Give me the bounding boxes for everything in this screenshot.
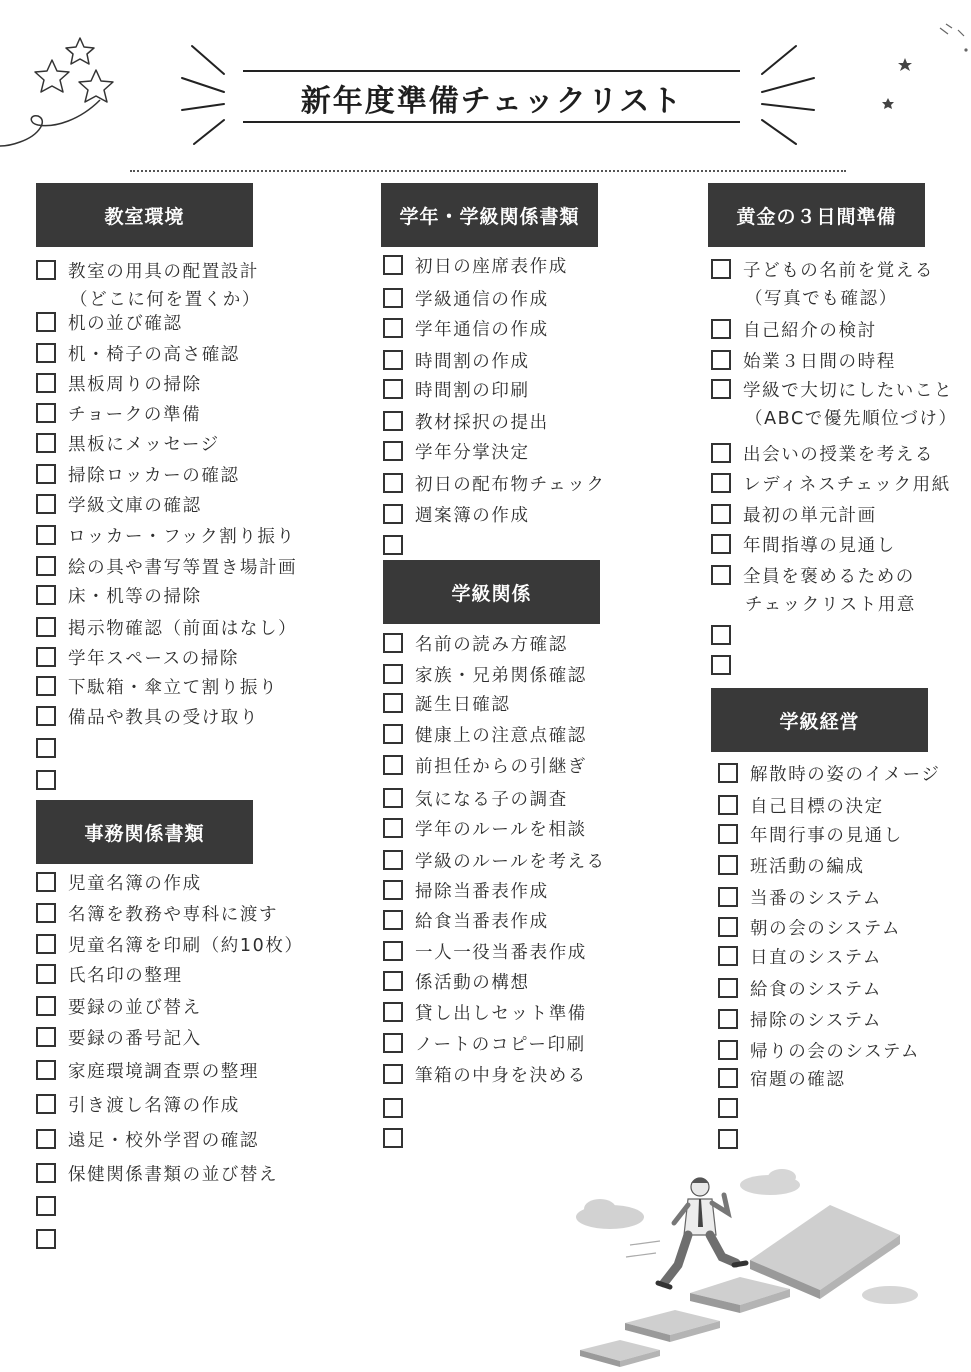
checklist-item-label: 日直のシステム — [750, 947, 882, 968]
checkbox[interactable] — [36, 903, 56, 923]
checklist-item[interactable] — [383, 471, 605, 495]
checklist-item-label: 宿題の確認 — [750, 1069, 846, 1090]
checklist-item-label: 掲示物確認（前面はなし） — [68, 618, 298, 639]
checklist-item[interactable] — [383, 1031, 586, 1055]
checklist-item-label: 給食当番表作成 — [415, 911, 549, 932]
checkbox[interactable] — [383, 535, 403, 555]
checkbox[interactable] — [718, 1068, 738, 1088]
checklist-item-label: 時間割の作成 — [415, 351, 530, 372]
checklist-item-label: 遠足・校外学習の確認 — [68, 1130, 259, 1151]
checkbox[interactable] — [718, 1009, 738, 1029]
checklist-item[interactable] — [711, 502, 877, 526]
checklist-item-label: 一人一役当番表作成 — [415, 942, 587, 963]
checkbox[interactable] — [36, 1163, 56, 1183]
checkbox[interactable] — [383, 850, 403, 870]
checklist-item[interactable] — [383, 691, 511, 715]
checklist-item-label: 前担任からの引継ぎ — [415, 756, 587, 777]
checklist-item-label: ロッカー・フック割り振り — [68, 526, 296, 547]
checklist-item-label: 班活動の編成 — [750, 856, 865, 877]
checklist-item[interactable] — [383, 253, 568, 277]
checklist-item-label: 学年通信の作成 — [415, 319, 549, 340]
checkbox[interactable] — [383, 910, 403, 930]
checkbox[interactable] — [36, 260, 56, 280]
checklist-item-note: チェックリスト用意 — [745, 595, 917, 615]
checklist-item[interactable] — [36, 401, 201, 425]
checklist-item[interactable] — [36, 674, 278, 698]
checklist-item[interactable] — [36, 1127, 259, 1151]
section-header-class-relations: 学級関係 — [383, 560, 600, 624]
title-rule-bottom — [243, 121, 740, 123]
checkbox[interactable] — [718, 1098, 738, 1118]
checklist-item-label: 学年スペースの掃除 — [68, 648, 240, 669]
checklist-item[interactable] — [718, 793, 884, 817]
checklist-item[interactable] — [711, 471, 951, 495]
checkbox[interactable] — [36, 934, 56, 954]
checklist-item-label: 始業３日間の時程 — [743, 351, 896, 372]
checklist-item[interactable] — [36, 583, 202, 607]
checkbox[interactable] — [383, 350, 403, 370]
checklist-item[interactable] — [718, 761, 940, 785]
checklist-item-label: 机の並び確認 — [68, 313, 183, 334]
checkbox[interactable] — [383, 633, 403, 653]
checklist-item[interactable] — [718, 853, 865, 877]
checkbox[interactable] — [383, 473, 403, 493]
checklist-item-label: 係活動の構想 — [415, 972, 530, 993]
checkbox[interactable] — [711, 443, 731, 463]
checklist-item-label: 氏名印の整理 — [68, 965, 183, 986]
checklist-item[interactable] — [718, 1096, 738, 1120]
checklist-item-label: 健康上の注意点確認 — [415, 725, 587, 746]
checklist-item[interactable] — [718, 1127, 738, 1151]
checklist-item-label: 初日の配布物チェック — [415, 474, 606, 495]
section-header-classroom: 教室環境 — [36, 183, 253, 247]
checklist-item[interactable] — [36, 932, 304, 956]
checklist-item-label: 保健関係書類の並び替え — [68, 1164, 279, 1185]
title-divider — [130, 170, 846, 172]
checklist-item[interactable] — [383, 409, 549, 433]
checkbox[interactable] — [383, 1033, 403, 1053]
checklist-item-label: 出会いの授業を考える — [743, 444, 934, 465]
section-header-class-management: 学級経営 — [711, 688, 928, 752]
checklist-item[interactable] — [36, 1161, 278, 1185]
checklist-item[interactable] — [36, 615, 297, 639]
checklist-item[interactable] — [711, 532, 896, 556]
checkbox[interactable] — [383, 880, 403, 900]
checklist-item[interactable] — [36, 371, 202, 395]
checklist-item-label: 黒板にメッセージ — [68, 434, 220, 455]
checklist-item[interactable] — [36, 310, 183, 334]
checklist-item-label: 学級通信の作成 — [415, 289, 549, 310]
checkbox[interactable] — [383, 1098, 403, 1118]
checkbox[interactable] — [711, 625, 731, 645]
checkbox[interactable] — [718, 917, 738, 937]
checklist-item[interactable] — [36, 870, 202, 894]
checkbox[interactable] — [383, 755, 403, 775]
checklist-item[interactable] — [36, 1025, 202, 1049]
checklist-item-label: 当番のシステム — [750, 888, 882, 909]
checkbox[interactable] — [36, 1060, 56, 1080]
checklist-item-label: 教室の用具の配置設計 — [68, 261, 259, 282]
checkbox[interactable] — [711, 319, 731, 339]
checklist-item[interactable] — [36, 462, 240, 486]
checkbox[interactable] — [383, 1002, 403, 1022]
checkbox[interactable] — [36, 1129, 56, 1149]
checkbox[interactable] — [383, 255, 403, 275]
checklist-item[interactable] — [711, 377, 953, 401]
checklist-item-note: （どこに何を置くか） — [70, 290, 261, 310]
section-header-golden-3days: 黄金の３日間準備 — [708, 183, 925, 247]
checklist-item-label: 学級文庫の確認 — [68, 495, 202, 516]
checklist-item[interactable] — [383, 969, 530, 993]
checkbox[interactable] — [383, 1128, 403, 1148]
checklist-item[interactable] — [383, 1126, 403, 1150]
checkbox[interactable] — [711, 379, 731, 399]
checkbox[interactable] — [36, 403, 56, 423]
section-header-grade-docs: 学年・学級関係書類 — [381, 183, 598, 247]
checkbox[interactable] — [383, 504, 403, 524]
checklist-item[interactable] — [36, 1227, 56, 1251]
checklist-item[interactable] — [383, 786, 568, 810]
checkbox[interactable] — [718, 887, 738, 907]
checkbox[interactable] — [383, 318, 403, 338]
checklist-item[interactable] — [383, 753, 587, 777]
title-rays-right — [752, 40, 822, 150]
checklist-item-label: 週案簿の作成 — [415, 505, 530, 526]
checkbox[interactable] — [383, 788, 403, 808]
checklist-item[interactable] — [36, 523, 296, 547]
checklist-item[interactable] — [383, 939, 587, 963]
checklist-item[interactable] — [718, 944, 882, 968]
checklist-item-note: （写真でも確認） — [745, 289, 898, 309]
checkbox[interactable] — [711, 504, 731, 524]
checklist-item-label: チョークの準備 — [68, 404, 202, 425]
checkbox[interactable] — [383, 724, 403, 744]
checklist-item-label: 気になる子の調査 — [415, 789, 568, 810]
checklist-item[interactable] — [718, 822, 903, 846]
section-header-office: 事務関係書類 — [36, 800, 253, 864]
checklist-item[interactable] — [711, 623, 731, 647]
checklist-item-label: 要録の番号記入 — [68, 1028, 202, 1049]
checklist-item[interactable] — [36, 554, 297, 578]
checklist-item-label: 掃除のシステム — [750, 1010, 882, 1031]
checkbox[interactable] — [383, 664, 403, 684]
checkbox[interactable] — [718, 763, 738, 783]
checklist-item-label: 机・椅子の高さ確認 — [68, 344, 240, 365]
checklist-item[interactable] — [383, 816, 587, 840]
checkbox[interactable] — [36, 676, 56, 696]
checklist-item-label: 学級のルールを考える — [415, 851, 606, 872]
checklist-item[interactable] — [36, 1058, 259, 1082]
checkbox[interactable] — [36, 525, 56, 545]
checkbox[interactable] — [36, 706, 56, 726]
checklist-item-label: 誕生日確認 — [415, 694, 511, 715]
checklist-item-label: 自己目標の決定 — [750, 796, 884, 817]
checkbox[interactable] — [383, 411, 403, 431]
checkbox[interactable] — [36, 494, 56, 514]
checklist-item-label: 全員を褒めるための — [743, 566, 915, 587]
checklist-item-note: （ABCで優先順位づけ） — [745, 409, 958, 429]
sparkles-decoration — [870, 20, 971, 140]
checkbox[interactable] — [718, 978, 738, 998]
checklist-item-label: 貸し出しセット準備 — [415, 1003, 587, 1024]
checklist-item[interactable] — [383, 722, 587, 746]
checklist-item-label: 名前の読み方確認 — [415, 634, 568, 655]
checkbox[interactable] — [36, 585, 56, 605]
checkbox[interactable] — [36, 738, 56, 758]
stars-decoration — [0, 30, 130, 160]
checklist-item[interactable] — [711, 441, 934, 465]
checklist-item-label: 解散時の姿のイメージ — [750, 764, 941, 785]
checkbox[interactable] — [36, 1229, 56, 1249]
checklist-item[interactable] — [711, 653, 731, 677]
checklist-item[interactable] — [383, 662, 587, 686]
checkbox[interactable] — [36, 617, 56, 637]
checklist-item-label: 年間行事の見通し — [750, 825, 903, 846]
checklist-item-label: 帰りの会のシステム — [750, 1041, 921, 1062]
checkbox[interactable] — [718, 855, 738, 875]
checklist-item-label: 年間指導の見通し — [743, 535, 896, 556]
checkbox[interactable] — [383, 971, 403, 991]
checklist-item[interactable] — [36, 1194, 56, 1218]
checklist-item[interactable] — [711, 257, 934, 281]
checklist-item-label: ノートのコピー印刷 — [415, 1034, 586, 1055]
checklist-item-label: 給食のシステム — [750, 979, 882, 1000]
checkbox[interactable] — [711, 259, 731, 279]
checkbox[interactable] — [36, 770, 56, 790]
checklist-item-label: 掃除ロッカーの確認 — [68, 465, 240, 486]
checklist-item[interactable] — [383, 848, 606, 872]
checklist-item-label: 絵の具や書写等置き場計画 — [68, 557, 298, 578]
checklist-item[interactable] — [383, 533, 403, 557]
checklist-item[interactable] — [383, 316, 549, 340]
checkbox[interactable] — [718, 946, 738, 966]
checklist-item-label: 家族・兄弟関係確認 — [415, 665, 587, 686]
checkbox[interactable] — [36, 1094, 56, 1114]
checklist-item-label: 教材採択の提出 — [415, 412, 549, 433]
checklist-item[interactable] — [718, 1038, 920, 1062]
checkbox[interactable] — [718, 1129, 738, 1149]
checklist-item-label: 学級で大切にしたいこと — [743, 380, 954, 401]
checklist-item-label: 床・机等の掃除 — [68, 586, 202, 607]
checklist-item-label: 名簿を教務や専科に渡す — [68, 904, 279, 925]
checklist-item[interactable] — [383, 348, 530, 372]
checklist-item-label: 学年のルールを相談 — [415, 819, 587, 840]
checklist-item[interactable] — [711, 563, 915, 587]
climbing-stairs-illustration — [560, 1165, 971, 1372]
checklist-item-label: 筆箱の中身を決める — [415, 1065, 587, 1086]
checklist-item[interactable] — [383, 908, 549, 932]
checklist-item[interactable] — [718, 915, 901, 939]
checkbox[interactable] — [711, 655, 731, 675]
checkbox[interactable] — [383, 818, 403, 838]
checkbox[interactable] — [383, 441, 403, 461]
checkbox[interactable] — [36, 1196, 56, 1216]
checkbox[interactable] — [36, 1027, 56, 1047]
checklist-item[interactable] — [383, 878, 549, 902]
title-rule-top — [243, 70, 740, 72]
checkbox[interactable] — [36, 373, 56, 393]
checklist-item-label: 初日の座席表作成 — [415, 256, 568, 277]
checklist-item[interactable] — [711, 317, 877, 341]
checklist-item-label: 児童名簿の作成 — [68, 873, 202, 894]
checklist-item-label: 朝の会のシステム — [750, 918, 902, 939]
checklist-item[interactable] — [36, 962, 183, 986]
checklist-item[interactable] — [383, 377, 530, 401]
checklist-item[interactable] — [36, 492, 202, 516]
checklist-item[interactable] — [36, 901, 278, 925]
checkbox[interactable] — [36, 433, 56, 453]
checkbox[interactable] — [383, 693, 403, 713]
page-title: 新年度準備チェックリスト — [300, 84, 684, 119]
checkbox[interactable] — [711, 350, 731, 370]
checklist-item-label: 子どもの名前を覚える — [743, 260, 934, 281]
checklist-item-label: 下駄箱・傘立て割り振り — [68, 677, 279, 698]
checklist-item-label: 児童名簿を印刷（約10枚） — [68, 935, 304, 956]
checklist-item-label: 備品や教具の受け取り — [68, 707, 259, 728]
checklist-item-label: 時間割の印刷 — [415, 380, 530, 401]
checkbox[interactable] — [383, 288, 403, 308]
checkbox[interactable] — [711, 534, 731, 554]
checkbox[interactable] — [383, 379, 403, 399]
checkbox[interactable] — [36, 343, 56, 363]
checkbox[interactable] — [36, 647, 56, 667]
checklist-item[interactable] — [36, 341, 240, 365]
checklist-item[interactable] — [383, 631, 568, 655]
checkbox[interactable] — [718, 795, 738, 815]
checklist-item-label: 自己紹介の検討 — [743, 320, 877, 341]
checkbox[interactable] — [36, 964, 56, 984]
checkbox[interactable] — [36, 872, 56, 892]
checklist-item[interactable] — [36, 1092, 240, 1116]
checklist-item[interactable] — [36, 736, 56, 760]
checkbox[interactable] — [718, 1040, 738, 1060]
checkbox[interactable] — [711, 565, 731, 585]
checklist-item-label: 家庭環境調査票の整理 — [68, 1061, 259, 1082]
checkbox[interactable] — [36, 312, 56, 332]
checklist-item[interactable] — [36, 258, 259, 282]
checklist-item[interactable] — [36, 704, 259, 728]
title-rays-left — [178, 40, 238, 150]
checklist-item-label: 学年分掌決定 — [415, 442, 530, 463]
checkbox[interactable] — [36, 996, 56, 1016]
checkbox[interactable] — [718, 824, 738, 844]
checklist-item[interactable] — [36, 994, 202, 1018]
checklist-item[interactable] — [718, 1007, 882, 1031]
checkbox[interactable] — [36, 556, 56, 576]
checklist-item[interactable] — [711, 348, 896, 372]
checkbox[interactable] — [36, 464, 56, 484]
checklist-item[interactable] — [36, 645, 239, 669]
checklist-item[interactable] — [383, 1000, 587, 1024]
checklist-item-label: レディネスチェック用紙 — [743, 474, 951, 495]
checklist-item[interactable] — [36, 431, 220, 455]
checklist-item[interactable] — [718, 885, 882, 909]
checklist-item[interactable] — [383, 439, 530, 463]
checklist-item-label: 引き渡し名簿の作成 — [68, 1095, 240, 1116]
checklist-item-label: 最初の単元計画 — [743, 505, 877, 526]
checklist-item[interactable] — [383, 1062, 587, 1086]
checklist-item-label: 黒板周りの掃除 — [68, 374, 202, 395]
checklist-item-label: 掃除当番表作成 — [415, 881, 549, 902]
checklist-item[interactable] — [383, 286, 549, 310]
checklist-item[interactable] — [36, 768, 56, 792]
checklist-item[interactable] — [383, 1096, 403, 1120]
checklist-item-label: 要録の並び替え — [68, 997, 202, 1018]
checkbox[interactable] — [383, 1064, 403, 1084]
checklist-item[interactable] — [718, 976, 882, 1000]
checklist-item[interactable] — [383, 502, 530, 526]
checklist-item[interactable] — [718, 1066, 846, 1090]
checkbox[interactable] — [711, 473, 731, 493]
checkbox[interactable] — [383, 941, 403, 961]
